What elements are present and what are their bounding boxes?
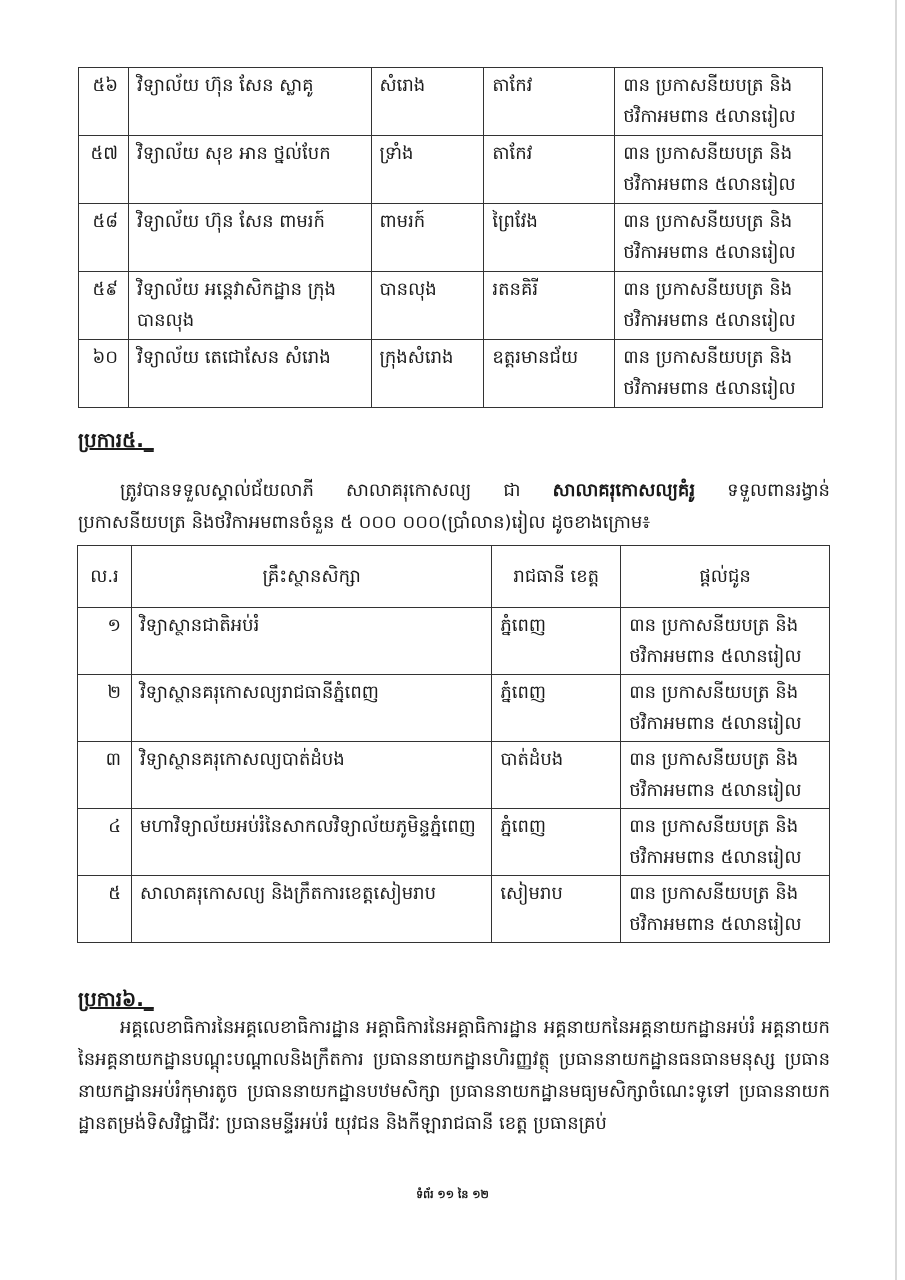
award-line-1: ៣ន ប្រកាសនីយបត្រ និង (629, 682, 799, 703)
award-line-2: ថវិកាអមពាន ៥លានរៀល (629, 646, 802, 667)
award-cell (615, 68, 823, 136)
district-name: ក្រុងសំរោង (371, 340, 484, 408)
province-name: សៀមរាប (492, 876, 621, 943)
school-name: វិទ្យាល័យ តេជោសែន សំរោង (128, 340, 371, 408)
award-line-2: ថវិកាអមពាន ៥លានរៀល (623, 242, 796, 263)
province-name: ភ្នំពេញ (492, 809, 621, 876)
award-cell (615, 204, 823, 272)
province-name: រតនគិរី (484, 272, 615, 340)
article-5-text-before: ត្រូវបានទទួលស្គាល់ជ័យលាភី សាលាគរុកោសល្យ ជា (120, 480, 553, 501)
award-line-2: ថវិកាអមពាន ៥លានរៀល (629, 847, 802, 868)
row-number: ៣ (78, 742, 132, 809)
header-no: ល.រ (78, 546, 132, 608)
province-name: តាកែវ (484, 68, 615, 136)
school-name: វិទ្យាល័យ ហ៊ុន សែន ពាមរក៍ (128, 204, 371, 272)
model-schools-table (77, 545, 830, 943)
header-award: ផ្តល់ជូន (621, 546, 830, 608)
table-row (78, 675, 830, 742)
award-line-2: ថវិកាអមពាន ៥លានរៀល (623, 310, 796, 331)
award-line-1: ៣ន ប្រកាសនីយបត្រ និង (623, 347, 793, 368)
award-line-1: ៣ន ប្រកាសនីយបត្រ និង (629, 816, 799, 837)
institution-name: សាលាគរុកោសល្យ និងក្រឹតការខេត្តសៀមរាប (131, 876, 491, 943)
award-line-1: ៣ន ប្រកាសនីយបត្រ និង (623, 279, 793, 300)
table-row (78, 809, 830, 876)
award-cell (621, 876, 830, 943)
district-name: ពាមរក៍ (371, 204, 484, 272)
award-line-2: ថវិកាអមពាន ៥លានរៀល (629, 914, 802, 935)
institution-name: មហាវិទ្យាល័យអប់រំនៃសាកលវិទ្យាល័យភូមិន្ទភ្នំពេញ (131, 809, 491, 876)
table-row (79, 136, 823, 204)
award-line-1: ៣ន ប្រកាសនីយបត្រ និង (629, 749, 799, 770)
article-6-text (78, 1012, 830, 1140)
table-row (79, 272, 823, 340)
award-cell (621, 809, 830, 876)
award-cell (615, 272, 823, 340)
table-row (78, 876, 830, 943)
province-name: ឧត្តរមានជ័យ (484, 340, 615, 408)
award-line-2: ថវិកាអមពាន ៥លានរៀល (629, 780, 802, 801)
article-5-title: ប្រការ៥._ (78, 428, 154, 452)
row-number: ៥៩ (79, 272, 129, 340)
award-cell (615, 340, 823, 408)
row-number: ១ (78, 608, 132, 675)
award-line-1: ៣ន ប្រកាសនីយបត្រ និង (629, 615, 799, 636)
page-number: ទំព័រ ១១ នៃ ១២ (416, 1188, 489, 1201)
row-number: ៥៧ (79, 136, 129, 204)
table-row (78, 608, 830, 675)
district-name: សំរោង (371, 68, 484, 136)
institution-name: វិទ្យាស្ថានគរុកោសល្យរាជធានីភ្នំពេញ (131, 675, 491, 742)
award-line-2: ថវិកាអមពាន ៥លានរៀល (623, 174, 796, 195)
article-5-text-after: ទទួលពានរង្វាន់ ប្រកាសនីយបត្រ និងថវិកាអមពានចំនួន ៥ ០០០ ០០០(ប្រាំលាន)រៀល ដូចខាងក្រោម៖ (78, 480, 830, 533)
award-line-1: ៣ន ប្រកាសនីយបត្រ និង (629, 883, 799, 904)
award-line-1: ៣ន ប្រកាសនីយបត្រ និង (623, 75, 793, 96)
row-number: ៥៨ (79, 204, 129, 272)
header-institution: គ្រឹះស្ថានសិក្សា (131, 546, 491, 608)
award-cell (621, 675, 830, 742)
school-name: វិទ្យាល័យ សុខ អាន ថ្នល់បែក (128, 136, 371, 204)
row-number: ៥៦ (79, 68, 129, 136)
province-name: បាត់ដំបង (492, 742, 621, 809)
table-row (79, 204, 823, 272)
winners-table-continued (78, 67, 823, 408)
article-6-title: ប្រការ៦._ (78, 987, 154, 1011)
article-6-paragraph: អគ្គលេខាធិការនៃអគ្គលេខាធិការដ្ឋាន អគ្គាធិការនៃអគ្គាធិការដ្ឋាន អគ្គនាយកនៃអគ្គនាយកដ្ឋានអប់រំ អគ្គនាយកនៃអគ្គនាយកដ្ឋានបណ្តុះបណ្តាលនិងក្រឹតការ ប្រធាននាយកដ្ឋានហិរញ្ញវត្ថុ ប្រធាននាយកដ្ឋានធនធានមនុស្ស ប្រធាននាយកដ្ឋានអប់រំកុមារតូច ប្រធាននាយកដ្ឋានបឋមសិក្សា ប្រធាននាយកដ្ឋានមធ្យមសិក្សាចំណេះទូទៅ ប្រធាននាយកដ្ឋានតម្រង់ទិសវិជ្ជាជីវៈ ប្រធានមន្ទីរអប់រំ យុវជន និងកីឡារាជធានី ខេត្ត ប្រធានគ្រប់ (78, 1017, 830, 1134)
row-number: ២ (78, 675, 132, 742)
header-province: រាជធានី ខេត្ត (492, 546, 621, 608)
article-5-text-bold: សាលាគរុកោសល្យគំរូ (552, 480, 696, 501)
row-number: ៥ (78, 876, 132, 943)
district-name: បានលុង (371, 272, 484, 340)
school-name: វិទ្យាល័យ ហ៊ុន សែន ស្លាគូ (128, 68, 371, 136)
row-number: ៦០ (79, 340, 129, 408)
table-row (79, 340, 823, 408)
table-row (78, 742, 830, 809)
page-edge (895, 0, 897, 1280)
award-line-2: ថវិកាអមពាន ៥លានរៀល (629, 713, 802, 734)
award-line-2: ថវិកាអមពាន ៥លានរៀល (623, 378, 796, 399)
province-name: ភ្នំពេញ (492, 608, 621, 675)
row-number: ៤ (78, 809, 132, 876)
award-line-1: ៣ន ប្រកាសនីយបត្រ និង (623, 211, 793, 232)
district-name: ទ្រាំង (371, 136, 484, 204)
school-name: វិទ្យាល័យ អន្តេវាសិកដ្ឋាន ក្រុងបានលុង (128, 272, 371, 340)
province-name: ភ្នំពេញ (492, 675, 621, 742)
award-cell (621, 608, 830, 675)
award-line-1: ៣ន ប្រកាសនីយបត្រ និង (623, 143, 793, 164)
province-name: តាកែវ (484, 136, 615, 204)
province-name: ព្រៃវែង (484, 204, 615, 272)
table-row (79, 68, 823, 136)
institution-name: វិទ្យាស្ថានជាតិអប់រំ (131, 608, 491, 675)
award-cell (621, 742, 830, 809)
award-line-2: ថវិកាអមពាន ៥លានរៀល (623, 106, 796, 127)
article-5-text (78, 475, 830, 539)
institution-name: វិទ្យាស្ថានគរុកោសល្យបាត់ដំបង (131, 742, 491, 809)
award-cell (615, 136, 823, 204)
